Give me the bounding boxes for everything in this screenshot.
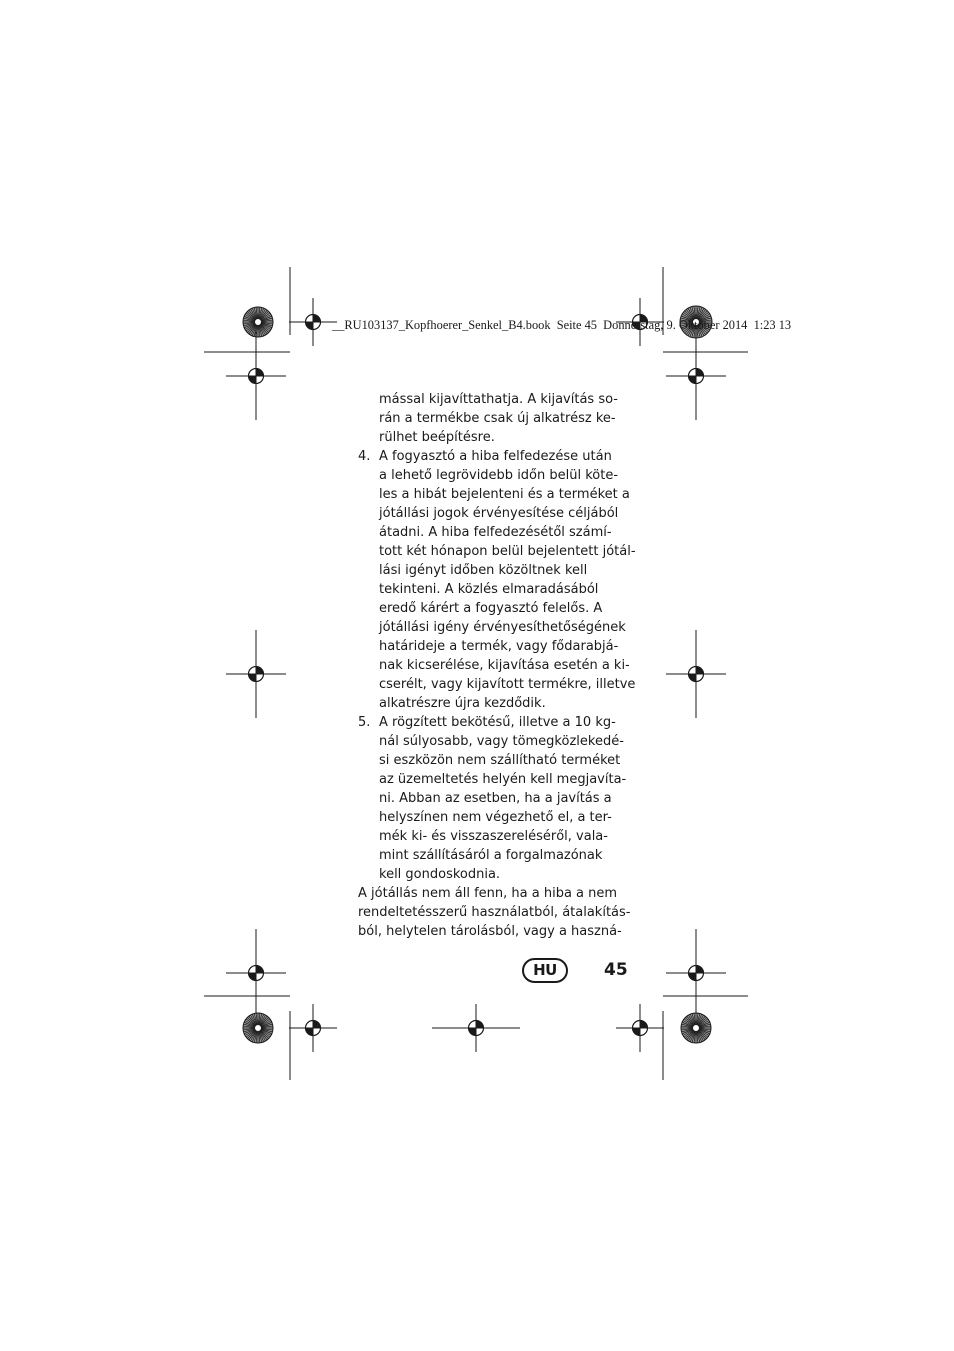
line-text: mással kijavíttathatja. A kijavítás so- [379,392,618,407]
line-text: A rögzített bekötésű, illetve a 10 kg- [379,715,616,730]
registration-crosshair-icon [432,1004,520,1052]
line-text: a lehető legrövidebb időn belül köte- [379,468,619,483]
registration-crosshair-icon [289,1004,337,1052]
list-number: 4. [358,449,371,464]
registration-crosshair-icon [616,1004,664,1052]
text-line [358,561,630,580]
line-text: ni. Abban az esetben, ha a javítás a [379,791,612,806]
line-text: rán a termékbe csak új alkatrész ke- [379,411,616,426]
line-text: eredő kárért a fogyasztó felelős. A [379,601,603,616]
line-text: rendeltetésszerű használatból, átalakítás- [358,905,631,920]
registration-crosshair-icon [666,929,726,1017]
text-line [358,523,630,542]
text-line [358,675,636,694]
line-text: jótállási jogok érvényesítése céljából [379,506,619,521]
text-line [358,618,630,637]
text-line [358,808,630,827]
line-text: les a hibát bejelenteni és a terméket a [379,487,630,502]
line-text: átadni. A hiba felfedezésétől számí- [379,525,612,540]
line-text: nál súlyosabb, vagy tömegközlekedé- [379,734,624,749]
line-text: kell gondoskodnia. [379,867,501,882]
registration-crosshair-icon [666,332,726,420]
text-line [358,466,630,485]
line-text: ból, helytelen tárolásból, vagy a haszná- [358,924,622,939]
line-text: A fogyasztó a hiba felfedezése után [379,449,612,464]
line-text: A jótállás nem áll fenn, ha a hiba a nem [358,886,618,901]
line-text: si eszközön nem szállítható terméket [379,753,621,768]
registration-crosshair-icon [226,929,286,1017]
list-item-start [358,447,630,466]
text-line [358,789,630,808]
list-item-start [358,713,630,732]
text-line [358,485,630,504]
line-text: cserélt, vagy kijavított termékre, illetve [379,677,636,692]
text-line [358,884,630,903]
text-line [358,390,630,409]
text-line [358,903,630,922]
line-text: mint szállításáról a forgalmazónak [379,848,603,863]
text-line [358,770,630,789]
print-starburst-icon [681,1013,711,1043]
warranty-text-column [358,390,636,941]
line-text: mék ki- és visszaszereléséről, vala- [379,829,608,844]
print-slug-line: __RU103137_Kopfhoerer_Senkel_B4.book Seite 45 Donnerstag, 9. Oktober 2014 1:23 13 [332,318,792,332]
line-text: jótállási igény érvényesíthetőségének [379,620,626,635]
line-text: tekinteni. A közlés elmaradásából [379,582,599,597]
text-line [358,751,630,770]
line-text: lási igényt időben közöltnek kell [379,563,588,578]
line-text: alkatrészre újra kezdődik. [379,696,546,711]
text-line [358,694,630,713]
text-line [358,428,630,447]
line-text: rülhet beépítésre. [379,430,495,445]
registration-crosshair-icon [666,630,726,718]
list-number: 5. [358,715,371,730]
registration-crosshair-icon [226,630,286,718]
text-line [358,865,630,884]
line-text: tott két hónapon belül bejelentett jótál- [379,544,636,559]
text-line [358,580,630,599]
registration-crosshair-icon [289,298,337,346]
line-text: az üzemeltetés helyén kell megjavíta- [379,772,627,787]
text-line [358,542,636,561]
line-text: határideje a termék, vagy fődarabjá- [379,639,619,654]
language-badge: HU [522,958,568,983]
text-line [358,656,630,675]
text-line [358,504,630,523]
text-line [358,599,630,618]
text-line [358,922,630,941]
line-text: helyszínen nem végezhető el, a ter- [379,810,612,825]
text-line [358,846,630,865]
registration-crosshair-icon [226,332,286,420]
page-number: 45 [604,960,628,980]
print-starburst-icon [243,307,273,337]
text-line [358,732,630,751]
print-starburst-icon [243,1013,273,1043]
text-line [358,637,630,656]
text-line [358,827,630,846]
text-line [358,409,630,428]
line-text: nak kicserélése, kijavítása esetén a ki- [379,658,630,673]
